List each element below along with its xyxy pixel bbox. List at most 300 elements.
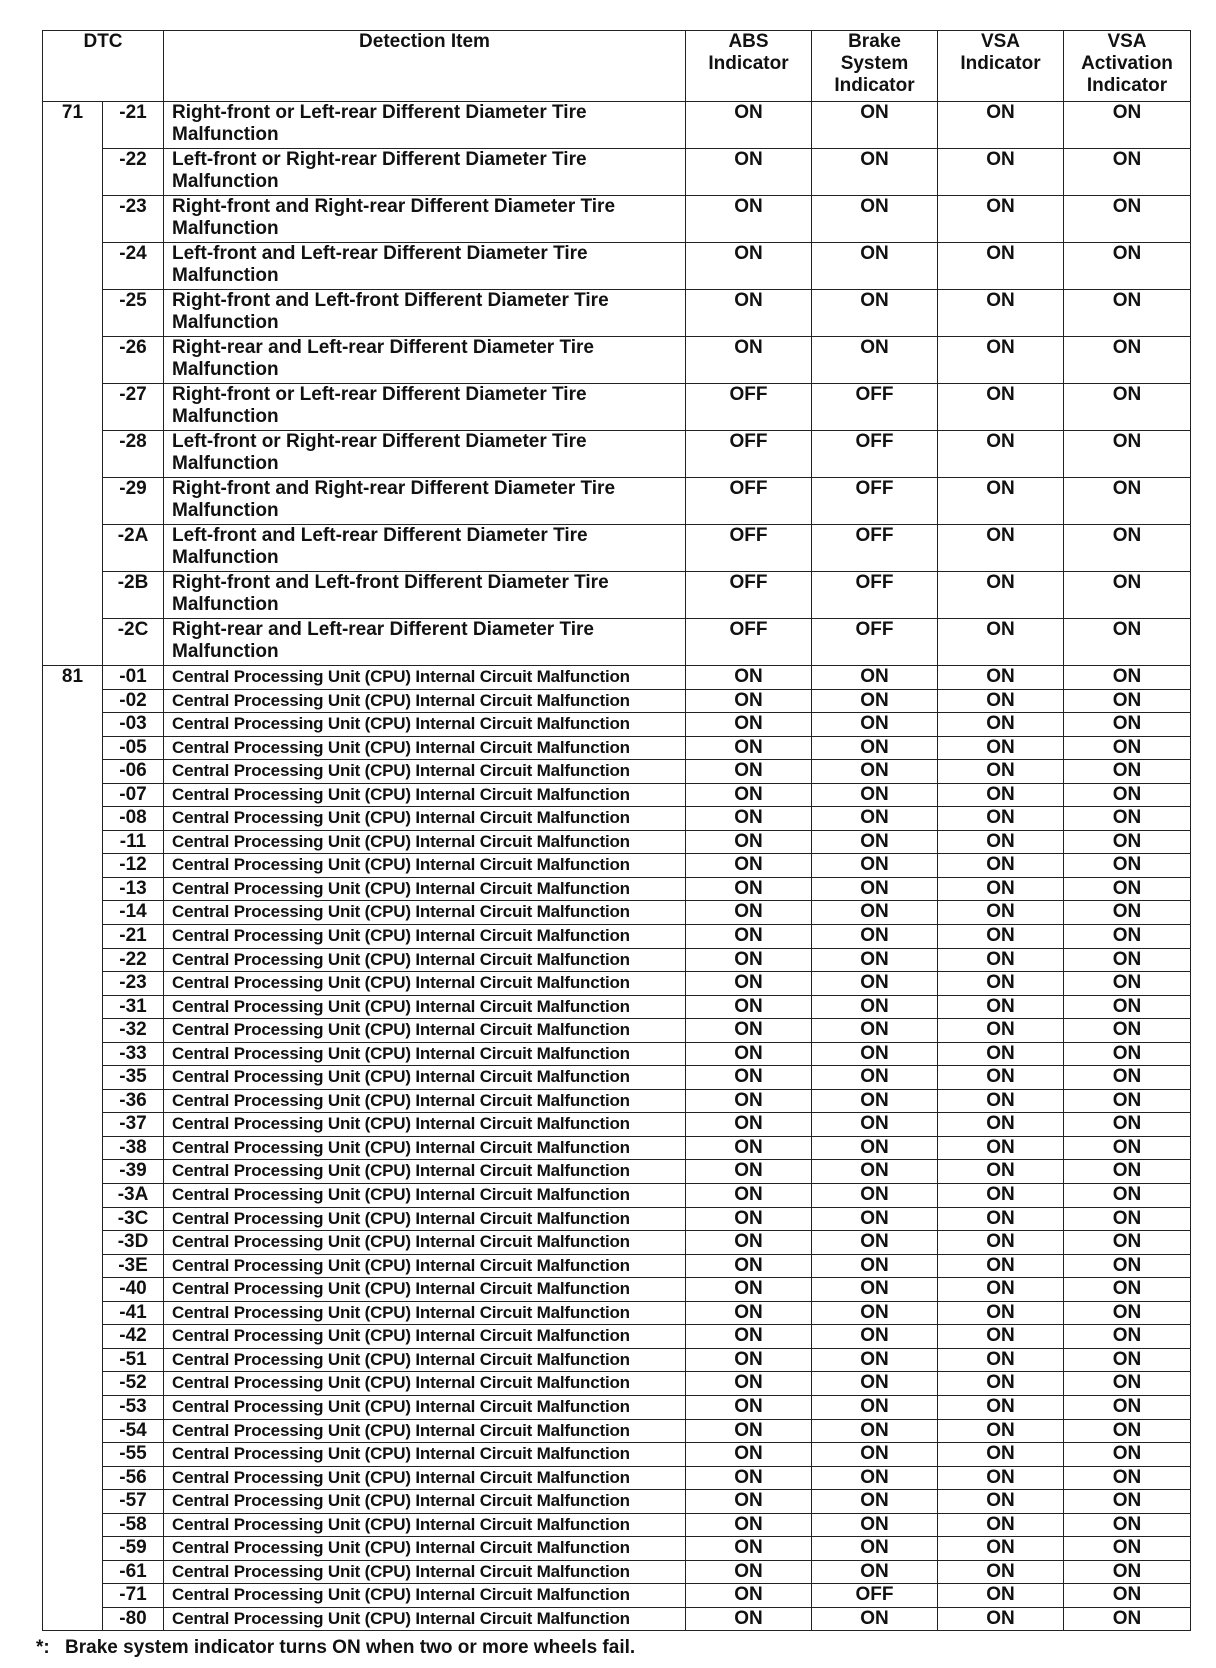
- detection-item-line: Right-front and Left-front Different Diameter Tire: [172, 290, 609, 311]
- vsa-activation-indicator-state: ON: [1064, 689, 1191, 713]
- detection-item: [164, 1584, 686, 1608]
- detection-item: [164, 1372, 686, 1396]
- brake-indicator-state: ON: [812, 1066, 938, 1090]
- detection-item: [164, 1513, 686, 1537]
- detection-item: [164, 478, 686, 525]
- detection-item-line: Central Processing Unit (CPU) Internal Circuit Malfunction: [172, 784, 630, 804]
- abs-indicator-state: ON: [686, 1136, 812, 1160]
- brake-indicator-state: ON: [812, 877, 938, 901]
- dtc-sub-code: -41: [103, 1301, 164, 1325]
- vsa-activation-indicator-state: ON: [1064, 243, 1191, 290]
- dtc-sub-code: -2C: [103, 619, 164, 666]
- dtc-sub-code: -40: [103, 1278, 164, 1302]
- abs-indicator-state: ON: [686, 1207, 812, 1231]
- table-row: [43, 102, 1191, 149]
- vsa-activation-indicator-state: ON: [1064, 1372, 1191, 1396]
- dtc-sub-code: -3E: [103, 1254, 164, 1278]
- table-row: [43, 1301, 1191, 1325]
- dtc-main-code: [43, 1325, 103, 1349]
- abs-indicator-state: ON: [686, 1042, 812, 1066]
- table-row: [43, 1466, 1191, 1490]
- detection-item: [164, 877, 686, 901]
- vsa-activation-indicator-state: ON: [1064, 1537, 1191, 1561]
- dtc-table: [42, 30, 1191, 1631]
- abs-indicator-state: ON: [686, 948, 812, 972]
- vsa-indicator-state: ON: [938, 149, 1064, 196]
- dtc-sub-code: -13: [103, 877, 164, 901]
- brake-indicator-state: ON: [812, 948, 938, 972]
- dtc-sub-code: -53: [103, 1395, 164, 1419]
- footnote-marker: *:: [36, 1637, 50, 1658]
- dtc-sub-code: -25: [103, 290, 164, 337]
- brake-indicator-state: ON: [812, 1042, 938, 1066]
- detection-item: [164, 807, 686, 831]
- vsa-activation-indicator-state: ON: [1064, 1490, 1191, 1514]
- brake-indicator-state: ON: [812, 1207, 938, 1231]
- dtc-sub-code: -14: [103, 901, 164, 925]
- detection-item: [164, 1278, 686, 1302]
- vsa-indicator-state: ON: [938, 1372, 1064, 1396]
- detection-item-line: Central Processing Unit (CPU) Internal Circuit Malfunction: [172, 1396, 630, 1416]
- vsa-indicator-state: ON: [938, 1466, 1064, 1490]
- detection-item: [164, 525, 686, 572]
- detection-item: [164, 925, 686, 949]
- dtc-main-code: [43, 1207, 103, 1231]
- detection-item: [164, 572, 686, 619]
- dtc-main-code: [43, 384, 103, 431]
- brake-indicator-state: ON: [812, 1490, 938, 1514]
- dtc-sub-code: -29: [103, 478, 164, 525]
- abs-indicator-state: ON: [686, 1089, 812, 1113]
- header-abs-indicator: ABS Indicator: [686, 31, 812, 102]
- vsa-activation-indicator-state: ON: [1064, 1136, 1191, 1160]
- vsa-activation-indicator-state: ON: [1064, 995, 1191, 1019]
- table-row: [43, 901, 1191, 925]
- detection-item: [164, 149, 686, 196]
- table-row: [43, 337, 1191, 384]
- abs-indicator-state: ON: [686, 830, 812, 854]
- table-row: [43, 1231, 1191, 1255]
- abs-indicator-state: OFF: [686, 572, 812, 619]
- dtc-main-code: [43, 689, 103, 713]
- vsa-activation-indicator-state: ON: [1064, 713, 1191, 737]
- brake-indicator-state: ON: [812, 1278, 938, 1302]
- brake-indicator-state: OFF: [812, 525, 938, 572]
- detection-item-line: Central Processing Unit (CPU) Internal Circuit Malfunction: [172, 1208, 630, 1228]
- detection-item-line: Malfunction: [172, 312, 279, 333]
- vsa-activation-indicator-state: ON: [1064, 1278, 1191, 1302]
- abs-indicator-state: ON: [686, 243, 812, 290]
- abs-indicator-state: OFF: [686, 431, 812, 478]
- vsa-activation-indicator-state: ON: [1064, 736, 1191, 760]
- detection-item: [164, 1136, 686, 1160]
- dtc-sub-code: -37: [103, 1113, 164, 1137]
- dtc-main-code: [43, 1419, 103, 1443]
- table-row: [43, 1019, 1191, 1043]
- detection-item-line: Central Processing Unit (CPU) Internal Circuit Malfunction: [172, 1585, 630, 1605]
- brake-indicator-state: ON: [812, 901, 938, 925]
- table-row: [43, 1042, 1191, 1066]
- abs-indicator-state: ON: [686, 854, 812, 878]
- vsa-indicator-state: ON: [938, 1395, 1064, 1419]
- vsa-indicator-state: ON: [938, 337, 1064, 384]
- dtc-sub-code: -11: [103, 830, 164, 854]
- table-row: [43, 807, 1191, 831]
- detection-item-line: Central Processing Unit (CPU) Internal Circuit Malfunction: [172, 1302, 630, 1322]
- detection-item: [164, 1254, 686, 1278]
- vsa-activation-indicator-state: ON: [1064, 1395, 1191, 1419]
- vsa-activation-indicator-state: ON: [1064, 290, 1191, 337]
- detection-item-line: Central Processing Unit (CPU) Internal Circuit Malfunction: [172, 690, 630, 710]
- dtc-main-code: [43, 431, 103, 478]
- brake-indicator-state: ON: [812, 196, 938, 243]
- detection-item: [164, 760, 686, 784]
- dtc-sub-code: -24: [103, 243, 164, 290]
- detection-item: [164, 1348, 686, 1372]
- detection-item: [164, 948, 686, 972]
- dtc-main-code: [43, 1443, 103, 1467]
- detection-item-line: Malfunction: [172, 218, 279, 239]
- vsa-activation-indicator-state: ON: [1064, 854, 1191, 878]
- vsa-indicator-state: ON: [938, 1089, 1064, 1113]
- detection-item-line: Central Processing Unit (CPU) Internal Circuit Malfunction: [172, 714, 630, 734]
- vsa-activation-indicator-state: ON: [1064, 1560, 1191, 1584]
- detection-item: [164, 854, 686, 878]
- dtc-sub-code: -32: [103, 1019, 164, 1043]
- abs-indicator-state: ON: [686, 1066, 812, 1090]
- dtc-main-code: [43, 1019, 103, 1043]
- detection-item: [164, 1537, 686, 1561]
- table-row: [43, 1443, 1191, 1467]
- abs-indicator-state: ON: [686, 1184, 812, 1208]
- detection-item-line: Central Processing Unit (CPU) Internal Circuit Malfunction: [172, 926, 630, 946]
- abs-indicator-state: ON: [686, 807, 812, 831]
- detection-item-line: Malfunction: [172, 453, 279, 474]
- dtc-sub-code: -08: [103, 807, 164, 831]
- detection-item-line: Central Processing Unit (CPU) Internal Circuit Malfunction: [172, 973, 630, 993]
- detection-item: [164, 1019, 686, 1043]
- vsa-activation-indicator-state: ON: [1064, 1301, 1191, 1325]
- detection-item-line: Central Processing Unit (CPU) Internal Circuit Malfunction: [172, 1279, 630, 1299]
- table-row: [43, 783, 1191, 807]
- vsa-indicator-state: ON: [938, 102, 1064, 149]
- detection-item: [164, 1301, 686, 1325]
- vsa-indicator-state: ON: [938, 807, 1064, 831]
- vsa-activation-indicator-state: ON: [1064, 1325, 1191, 1349]
- detection-item-line: Central Processing Unit (CPU) Internal Circuit Malfunction: [172, 1185, 630, 1205]
- dtc-main-code: [43, 925, 103, 949]
- brake-indicator-state: ON: [812, 1395, 938, 1419]
- dtc-sub-code: -33: [103, 1042, 164, 1066]
- abs-indicator-state: ON: [686, 666, 812, 690]
- detection-item-line: Central Processing Unit (CPU) Internal Circuit Malfunction: [172, 1043, 630, 1063]
- detection-item-line: Malfunction: [172, 359, 279, 380]
- table-row: [43, 760, 1191, 784]
- detection-item-line: Central Processing Unit (CPU) Internal Circuit Malfunction: [172, 1161, 630, 1181]
- dtc-main-code: [43, 901, 103, 925]
- abs-indicator-state: OFF: [686, 384, 812, 431]
- vsa-indicator-state: ON: [938, 572, 1064, 619]
- vsa-activation-indicator-state: ON: [1064, 1513, 1191, 1537]
- vsa-indicator-state: ON: [938, 1184, 1064, 1208]
- vsa-indicator-state: ON: [938, 619, 1064, 666]
- detection-item-line: Central Processing Unit (CPU) Internal Circuit Malfunction: [172, 1444, 630, 1464]
- brake-indicator-state: ON: [812, 830, 938, 854]
- abs-indicator-state: ON: [686, 972, 812, 996]
- vsa-activation-indicator-state: ON: [1064, 807, 1191, 831]
- dtc-sub-code: -02: [103, 689, 164, 713]
- detection-item-line: Central Processing Unit (CPU) Internal Circuit Malfunction: [172, 1137, 630, 1157]
- dtc-sub-code: -80: [103, 1607, 164, 1631]
- dtc-sub-code: -57: [103, 1490, 164, 1514]
- detection-item-line: Right-front or Left-rear Different Diameter Tire: [172, 102, 587, 123]
- abs-indicator-state: ON: [686, 1443, 812, 1467]
- header-vsa-activation-indicator: VSA Activation Indicator: [1064, 31, 1191, 102]
- brake-indicator-state: ON: [812, 1301, 938, 1325]
- vsa-indicator-state: ON: [938, 854, 1064, 878]
- table-row: [43, 1395, 1191, 1419]
- dtc-main-code: [43, 1607, 103, 1631]
- brake-indicator-state: ON: [812, 1184, 938, 1208]
- abs-indicator-state: ON: [686, 901, 812, 925]
- vsa-activation-indicator-state: ON: [1064, 925, 1191, 949]
- brake-indicator-state: ON: [812, 783, 938, 807]
- vsa-activation-indicator-state: ON: [1064, 666, 1191, 690]
- table-row: [43, 925, 1191, 949]
- abs-indicator-state: ON: [686, 925, 812, 949]
- brake-indicator-state: ON: [812, 666, 938, 690]
- dtc-sub-code: -23: [103, 972, 164, 996]
- dtc-main-code: [43, 619, 103, 666]
- dtc-main-code: [43, 760, 103, 784]
- abs-indicator-state: ON: [686, 736, 812, 760]
- brake-indicator-state: ON: [812, 1136, 938, 1160]
- vsa-indicator-state: ON: [938, 243, 1064, 290]
- dtc-main-code: [43, 713, 103, 737]
- abs-indicator-state: ON: [686, 1513, 812, 1537]
- table-row: [43, 1490, 1191, 1514]
- detection-item: [164, 619, 686, 666]
- abs-indicator-state: ON: [686, 1325, 812, 1349]
- brake-indicator-state: ON: [812, 807, 938, 831]
- dtc-sub-code: -06: [103, 760, 164, 784]
- vsa-indicator-state: ON: [938, 1066, 1064, 1090]
- detection-item: [164, 1160, 686, 1184]
- detection-item: [164, 1325, 686, 1349]
- detection-item-line: Right-front and Right-rear Different Diameter Tire: [172, 196, 616, 217]
- vsa-activation-indicator-state: ON: [1064, 972, 1191, 996]
- brake-indicator-state: ON: [812, 689, 938, 713]
- detection-item-line: Central Processing Unit (CPU) Internal Circuit Malfunction: [172, 1020, 630, 1040]
- dtc-main-code: [43, 783, 103, 807]
- vsa-activation-indicator-state: ON: [1064, 1066, 1191, 1090]
- detection-item-line: Central Processing Unit (CPU) Internal Circuit Malfunction: [172, 1326, 630, 1346]
- dtc-main-code: [43, 1160, 103, 1184]
- abs-indicator-state: ON: [686, 1490, 812, 1514]
- detection-item-line: Left-front or Right-rear Different Diameter Tire: [172, 149, 587, 170]
- abs-indicator-state: ON: [686, 337, 812, 384]
- dtc-main-code: [43, 1560, 103, 1584]
- brake-indicator-state: ON: [812, 1019, 938, 1043]
- dtc-main-code: [43, 1042, 103, 1066]
- detection-item-line: Malfunction: [172, 500, 279, 521]
- abs-indicator-state: ON: [686, 1019, 812, 1043]
- table-row: [43, 854, 1191, 878]
- detection-item-line: Right-front or Left-rear Different Diameter Tire: [172, 384, 587, 405]
- vsa-indicator-state: ON: [938, 1160, 1064, 1184]
- footnote: [36, 1637, 635, 1659]
- vsa-activation-indicator-state: ON: [1064, 1160, 1191, 1184]
- detection-item-line: Central Processing Unit (CPU) Internal Circuit Malfunction: [172, 1420, 630, 1440]
- brake-indicator-state: ON: [812, 925, 938, 949]
- vsa-indicator-state: ON: [938, 783, 1064, 807]
- brake-indicator-state: ON: [812, 1443, 938, 1467]
- brake-indicator-state: ON: [812, 972, 938, 996]
- table-row: [43, 1113, 1191, 1137]
- detection-item-line: Central Processing Unit (CPU) Internal Circuit Malfunction: [172, 949, 630, 969]
- dtc-main-code: [43, 196, 103, 243]
- vsa-activation-indicator-state: ON: [1064, 1466, 1191, 1490]
- vsa-activation-indicator-state: ON: [1064, 1019, 1191, 1043]
- detection-item: [164, 384, 686, 431]
- detection-item-line: Malfunction: [172, 406, 279, 427]
- abs-indicator-state: ON: [686, 196, 812, 243]
- detection-item: [164, 666, 686, 690]
- detection-item-line: Malfunction: [172, 641, 279, 662]
- detection-item-line: Central Processing Unit (CPU) Internal Circuit Malfunction: [172, 878, 630, 898]
- detection-item: [164, 1419, 686, 1443]
- dtc-sub-code: -55: [103, 1443, 164, 1467]
- detection-item-line: Central Processing Unit (CPU) Internal Circuit Malfunction: [172, 1349, 630, 1369]
- table-row: [43, 1419, 1191, 1443]
- dtc-sub-code: -71: [103, 1584, 164, 1608]
- dtc-sub-code: -51: [103, 1348, 164, 1372]
- vsa-activation-indicator-state: ON: [1064, 572, 1191, 619]
- brake-indicator-state: OFF: [812, 478, 938, 525]
- dtc-main-code: 71: [43, 102, 103, 149]
- vsa-activation-indicator-state: ON: [1064, 1042, 1191, 1066]
- vsa-activation-indicator-state: ON: [1064, 1254, 1191, 1278]
- vsa-activation-indicator-state: ON: [1064, 1207, 1191, 1231]
- vsa-indicator-state: ON: [938, 1584, 1064, 1608]
- dtc-main-code: [43, 1066, 103, 1090]
- table-row: [43, 1372, 1191, 1396]
- dtc-sub-code: -12: [103, 854, 164, 878]
- dtc-sub-code: -3D: [103, 1231, 164, 1255]
- dtc-main-code: [43, 1254, 103, 1278]
- table-row: [43, 431, 1191, 478]
- dtc-table-body: [43, 102, 1191, 1631]
- detection-item-line: Central Processing Unit (CPU) Internal Circuit Malfunction: [172, 737, 630, 757]
- vsa-indicator-state: ON: [938, 972, 1064, 996]
- abs-indicator-state: ON: [686, 1254, 812, 1278]
- brake-indicator-state: ON: [812, 1607, 938, 1631]
- table-row: [43, 619, 1191, 666]
- table-row: [43, 290, 1191, 337]
- detection-item: [164, 783, 686, 807]
- brake-indicator-state: ON: [812, 1466, 938, 1490]
- table-header-row: [43, 31, 1191, 102]
- dtc-sub-code: -35: [103, 1066, 164, 1090]
- brake-indicator-state: ON: [812, 1325, 938, 1349]
- header-dtc: DTC: [43, 31, 164, 102]
- vsa-indicator-state: ON: [938, 995, 1064, 1019]
- detection-item: [164, 736, 686, 760]
- brake-indicator-state: ON: [812, 243, 938, 290]
- vsa-indicator-state: ON: [938, 1254, 1064, 1278]
- detection-item-line: Central Processing Unit (CPU) Internal Circuit Malfunction: [172, 1090, 630, 1110]
- vsa-activation-indicator-state: ON: [1064, 1089, 1191, 1113]
- brake-indicator-state: ON: [812, 1254, 938, 1278]
- table-row: [43, 972, 1191, 996]
- detection-item-line: Left-front and Left-rear Different Diameter Tire: [172, 525, 588, 546]
- brake-indicator-state: ON: [812, 290, 938, 337]
- detection-item: [164, 1113, 686, 1137]
- detection-item: [164, 1443, 686, 1467]
- detection-item-line: Malfunction: [172, 124, 279, 145]
- detection-item: [164, 1395, 686, 1419]
- vsa-indicator-state: ON: [938, 830, 1064, 854]
- dtc-sub-code: -23: [103, 196, 164, 243]
- abs-indicator-state: ON: [686, 1348, 812, 1372]
- dtc-main-code: [43, 525, 103, 572]
- table-row: [43, 689, 1191, 713]
- dtc-sub-code: -22: [103, 948, 164, 972]
- dtc-main-code: [43, 1136, 103, 1160]
- abs-indicator-state: ON: [686, 713, 812, 737]
- vsa-indicator-state: ON: [938, 1325, 1064, 1349]
- table-row: [43, 713, 1191, 737]
- vsa-activation-indicator-state: ON: [1064, 1419, 1191, 1443]
- brake-indicator-state: ON: [812, 1160, 938, 1184]
- detection-item-line: Central Processing Unit (CPU) Internal Circuit Malfunction: [172, 902, 630, 922]
- table-row: [43, 1160, 1191, 1184]
- dtc-sub-code: -54: [103, 1419, 164, 1443]
- table-row: [43, 196, 1191, 243]
- detection-item: [164, 972, 686, 996]
- table-row: [43, 1207, 1191, 1231]
- dtc-main-code: [43, 1301, 103, 1325]
- vsa-indicator-state: ON: [938, 1231, 1064, 1255]
- detection-item: [164, 290, 686, 337]
- dtc-main-code: [43, 1278, 103, 1302]
- dtc-sub-code: -27: [103, 384, 164, 431]
- vsa-indicator-state: ON: [938, 478, 1064, 525]
- abs-indicator-state: ON: [686, 1466, 812, 1490]
- dtc-sub-code: -21: [103, 102, 164, 149]
- detection-item-line: Central Processing Unit (CPU) Internal Circuit Malfunction: [172, 1561, 630, 1581]
- vsa-activation-indicator-state: ON: [1064, 337, 1191, 384]
- abs-indicator-state: ON: [686, 1113, 812, 1137]
- vsa-activation-indicator-state: ON: [1064, 102, 1191, 149]
- detection-item-line: Left-front or Right-rear Different Diameter Tire: [172, 431, 587, 452]
- table-row: [43, 478, 1191, 525]
- dtc-main-code: [43, 1395, 103, 1419]
- vsa-activation-indicator-state: ON: [1064, 431, 1191, 478]
- vsa-activation-indicator-state: ON: [1064, 525, 1191, 572]
- brake-indicator-state: ON: [812, 1513, 938, 1537]
- dtc-sub-code: -59: [103, 1537, 164, 1561]
- table-row: [43, 1513, 1191, 1537]
- table-row: [43, 243, 1191, 290]
- dtc-sub-code: -3C: [103, 1207, 164, 1231]
- dtc-sub-code: -03: [103, 713, 164, 737]
- detection-item: [164, 830, 686, 854]
- footnote-text: Brake system indicator turns ON when two or more wheels fail.: [65, 1637, 636, 1658]
- vsa-indicator-state: ON: [938, 1136, 1064, 1160]
- vsa-activation-indicator-state: ON: [1064, 760, 1191, 784]
- detection-item: [164, 1490, 686, 1514]
